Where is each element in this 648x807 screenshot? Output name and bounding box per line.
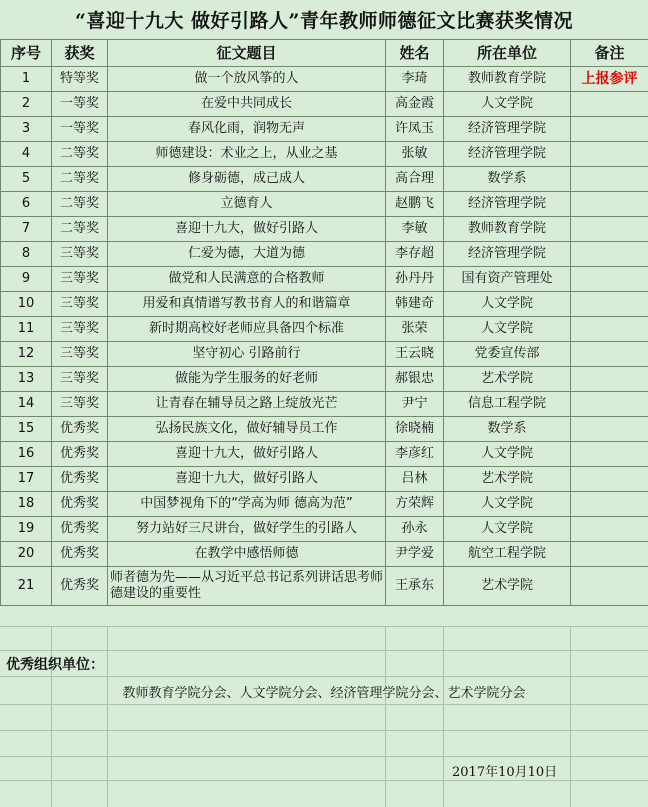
cell-note: [571, 342, 648, 367]
table-row: [1, 442, 648, 467]
table-row: [1, 92, 648, 117]
cell-name: 李敏: [386, 217, 444, 242]
cell-award: 优秀奖: [52, 442, 108, 467]
cell-topic: 在爱中共同成长: [108, 92, 386, 117]
cell-award: 二等奖: [52, 167, 108, 192]
cell-award: 特等奖: [52, 67, 108, 92]
cell-topic: 喜迎十九大，做好引路人: [108, 217, 386, 242]
cell-no: 19: [1, 517, 52, 542]
cell-unit: 航空工程学院: [444, 542, 571, 567]
cell-unit: 党委宣传部: [444, 342, 571, 367]
cell-no: 13: [1, 367, 52, 392]
cell-no: 6: [1, 192, 52, 217]
cell-note: [571, 142, 648, 167]
cell-topic: 努力站好三尺讲台，做好学生的引路人: [108, 517, 386, 542]
cell-award: 二等奖: [52, 142, 108, 167]
empty-row-line: [0, 650, 648, 651]
grid-column-line: [570, 626, 571, 807]
cell-award: 优秀奖: [52, 492, 108, 517]
cell-note: [571, 442, 648, 467]
cell-unit: 人文学院: [444, 92, 571, 117]
cell-name: 王承东: [386, 567, 444, 606]
org-units-label: 优秀组织单位：: [6, 657, 104, 673]
table-row: [1, 567, 648, 606]
cell-topic: 弘扬民族文化，做好辅导员工作: [108, 417, 386, 442]
cell-no: 8: [1, 242, 52, 267]
cell-note: [571, 317, 648, 342]
document-title: “喜迎十九大 做好引路人”青年教师师德征文比赛获奖情况: [75, 10, 573, 32]
table-row: [1, 317, 648, 342]
header-award: 获奖: [52, 40, 108, 67]
table-row: [1, 292, 648, 317]
cell-note: [571, 117, 648, 142]
cell-name: 徐晓楠: [386, 417, 444, 442]
cell-unit: 人文学院: [444, 442, 571, 467]
header-topic: 征文题目: [108, 40, 386, 67]
cell-unit: 艺术学院: [444, 467, 571, 492]
table-row: [1, 367, 648, 392]
table-row: [1, 267, 648, 292]
cell-award: 二等奖: [52, 217, 108, 242]
cell-no: 3: [1, 117, 52, 142]
cell-topic: 坚守初心 引路前行: [108, 342, 386, 367]
cell-name: 张荣: [386, 317, 444, 342]
org-units-list: 教师教育学院分会、人文学院分会、经济管理学院分会、艺术学院分会: [122, 686, 526, 701]
cell-topic: 修身砺德，成己成人: [108, 167, 386, 192]
header-unit: 所在单位: [444, 40, 571, 67]
cell-award: 优秀奖: [52, 467, 108, 492]
cell-unit: 人文学院: [444, 292, 571, 317]
header-note: 备注: [571, 40, 648, 67]
cell-no: 21: [1, 567, 52, 606]
empty-row-line: [0, 676, 648, 677]
table-row: [1, 342, 648, 367]
cell-note: [571, 417, 648, 442]
table-row: [1, 217, 648, 242]
cell-award: 三等奖: [52, 392, 108, 417]
table-row: [1, 142, 648, 167]
grid-column-line: [385, 626, 386, 807]
table-row: [1, 492, 648, 517]
cell-award: 优秀奖: [52, 517, 108, 542]
cell-topic: 在教学中感悟师德: [108, 542, 386, 567]
cell-note: [571, 367, 648, 392]
cell-topic: 让青春在辅导员之路上绽放光芒: [108, 392, 386, 417]
cell-award: 三等奖: [52, 242, 108, 267]
cell-name: 高金霞: [386, 92, 444, 117]
cell-note: 上报参评: [571, 67, 648, 92]
cell-name: 郝银忠: [386, 367, 444, 392]
table-row: [1, 417, 648, 442]
cell-no: 7: [1, 217, 52, 242]
cell-unit: 人文学院: [444, 317, 571, 342]
cell-no: 5: [1, 167, 52, 192]
cell-unit: 信息工程学院: [444, 392, 571, 417]
cell-name: 许凤玉: [386, 117, 444, 142]
cell-name: 尹宁: [386, 392, 444, 417]
cell-name: 李存超: [386, 242, 444, 267]
cell-award: 二等奖: [52, 192, 108, 217]
cell-note: [571, 242, 648, 267]
cell-note: [571, 517, 648, 542]
cell-unit: 人文学院: [444, 517, 571, 542]
cell-award: 优秀奖: [52, 567, 108, 606]
empty-row-line: [0, 780, 648, 781]
cell-no: 11: [1, 317, 52, 342]
cell-unit: 艺术学院: [444, 367, 571, 392]
cell-unit: 数学系: [444, 417, 571, 442]
cell-name: 孙丹丹: [386, 267, 444, 292]
table-row: [1, 517, 648, 542]
header-no: 序号: [1, 40, 52, 67]
cell-no: 10: [1, 292, 52, 317]
cell-no: 18: [1, 492, 52, 517]
cell-name: 韩建奇: [386, 292, 444, 317]
cell-unit: 国有资产管理处: [444, 267, 571, 292]
cell-name: 张敏: [386, 142, 444, 167]
cell-unit: 教师教育学院: [444, 217, 571, 242]
cell-topic: 喜迎十九大，做好引路人: [108, 442, 386, 467]
grid-column-line: [107, 626, 108, 807]
document-date: 2017年10月10日: [452, 765, 558, 780]
cell-no: 9: [1, 267, 52, 292]
cell-note: [571, 567, 648, 606]
cell-no: 17: [1, 467, 52, 492]
cell-note: [571, 92, 648, 117]
cell-note: [571, 542, 648, 567]
cell-no: 2: [1, 92, 52, 117]
cell-no: 14: [1, 392, 52, 417]
cell-topic: 喜迎十九大，做好引路人: [108, 467, 386, 492]
cell-topic: 仁爱为德，大道为德: [108, 242, 386, 267]
cell-unit: 艺术学院: [444, 567, 571, 606]
cell-no: 15: [1, 417, 52, 442]
empty-row-line: [0, 730, 648, 731]
grid-column-line: [443, 626, 444, 807]
cell-award: 优秀奖: [52, 417, 108, 442]
cell-award: 一等奖: [52, 92, 108, 117]
empty-row-line: [0, 756, 648, 757]
cell-unit: 教师教育学院: [444, 67, 571, 92]
table-row: [1, 467, 648, 492]
cell-name: 王云晓: [386, 342, 444, 367]
cell-unit: 数学系: [444, 167, 571, 192]
cell-award: 三等奖: [52, 317, 108, 342]
table-header-row: [1, 40, 648, 67]
cell-unit: 经济管理学院: [444, 242, 571, 267]
cell-note: [571, 217, 648, 242]
cell-award: 三等奖: [52, 292, 108, 317]
cell-note: [571, 267, 648, 292]
table-row: [1, 192, 648, 217]
cell-topic: 立德育人: [108, 192, 386, 217]
cell-topic: 做党和人民满意的合格教师: [108, 267, 386, 292]
cell-name: 方荣辉: [386, 492, 444, 517]
header-name: 姓名: [386, 40, 444, 67]
cell-no: 4: [1, 142, 52, 167]
cell-name: 李琦: [386, 67, 444, 92]
cell-note: [571, 467, 648, 492]
cell-topic: 用爱和真情谱写教书育人的和谐篇章: [108, 292, 386, 317]
cell-name: 吕林: [386, 467, 444, 492]
cell-name: 孙永: [386, 517, 444, 542]
cell-topic: 春风化雨，润物无声: [108, 117, 386, 142]
table-row: [1, 542, 648, 567]
cell-name: 赵鹏飞: [386, 192, 444, 217]
cell-award: 三等奖: [52, 367, 108, 392]
cell-no: 16: [1, 442, 52, 467]
cell-topic: 师者德为先——从习近平总书记系列讲话思考师德建设的重要性: [108, 567, 386, 606]
cell-unit: 经济管理学院: [444, 192, 571, 217]
cell-note: [571, 492, 648, 517]
cell-name: 尹学爱: [386, 542, 444, 567]
empty-row-line: [0, 626, 648, 627]
cell-award: 三等奖: [52, 267, 108, 292]
cell-no: 1: [1, 67, 52, 92]
cell-note: [571, 192, 648, 217]
cell-award: 三等奖: [52, 342, 108, 367]
cell-no: 12: [1, 342, 52, 367]
cell-topic: 中国梦视角下的“学高为师 德高为范”: [108, 492, 386, 517]
cell-unit: 人文学院: [444, 492, 571, 517]
cell-unit: 经济管理学院: [444, 117, 571, 142]
cell-topic: 新时期高校好老师应具备四个标准: [108, 317, 386, 342]
cell-topic: 做一个放风筝的人: [108, 67, 386, 92]
table-row: [1, 242, 648, 267]
table-row: [1, 167, 648, 192]
cell-note: [571, 292, 648, 317]
cell-award: 一等奖: [52, 117, 108, 142]
table-row: [1, 67, 648, 92]
awards-table: [0, 39, 648, 606]
cell-note: [571, 392, 648, 417]
cell-note: [571, 167, 648, 192]
cell-award: 优秀奖: [52, 542, 108, 567]
cell-unit: 经济管理学院: [444, 142, 571, 167]
table-row: [1, 117, 648, 142]
table-row: [1, 392, 648, 417]
empty-row-line: [0, 704, 648, 705]
cell-topic: 做能为学生服务的好老师: [108, 367, 386, 392]
cell-name: 李彦红: [386, 442, 444, 467]
cell-topic: 师德建设：术业之上，从业之基: [108, 142, 386, 167]
cell-name: 高合理: [386, 167, 444, 192]
cell-no: 20: [1, 542, 52, 567]
